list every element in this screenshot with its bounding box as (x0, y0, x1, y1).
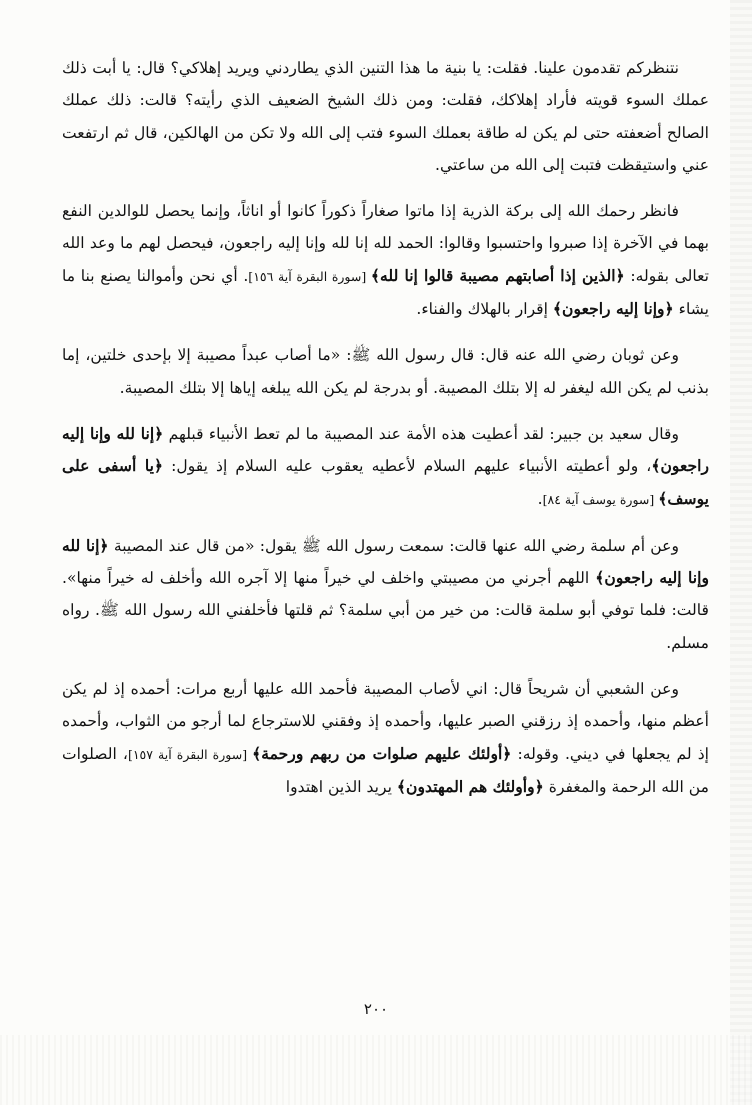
verse-reference: [سورة يوسف آية ٨٤] (542, 491, 659, 507)
text-run: وقال سعيد بن جبير: لقد أعطيت هذه الأمة عند المصيبة ما لم تعط الأنبياء قبلهم (163, 424, 679, 443)
page-body-text (62, 52, 709, 803)
paragraph (62, 673, 709, 803)
text-run: . أي نحن وأموالنا يصنع بنا ما يشاء (62, 266, 709, 319)
text-run: نتنظركم تقدمون علينا. فقلت: يا بنية ما هذا التنين الذي يطاردني ويريد إهلاكي؟ قال: يا أبت ذلك عملك السوء قويته فأراد إهلاكك، فقلت: ومن ذلك الشيخ الضعيف الذي رأيته؟ قالت: ذلك عملك الصالح أضعفته حتى لم يكن له طاقة بعملك السوء فتب إلى الله ولا تكن من الهالكين، قال ثم ارتفعت عني واستيقظت فتبت إلى الله من ساعتي. (62, 59, 709, 174)
text-run: يريد الذين اهتدوا (285, 777, 397, 796)
text-run: . (537, 489, 543, 508)
quran-quote: ﴿وأولئك هم المهتدون﴾ (396, 776, 544, 796)
text-run: وعن الشعبي أن شريحاً قال: اني لأصاب المصيبة فأحمد الله عليها أربع مرات: أحمده إذ لم يكن أعظم منها، وأحمده إذ رزقني الصبر عليها، وأحمده إذ وفقني للاسترجاع لما أرجو من الثواب، وأحمده إذ لم يجعلها في ديني. وقوله: (62, 680, 710, 763)
text-run: وعن ثوبان رضي الله عنه قال: قال رسول الله ﷺ: «ما أصاب عبداً مصيبة إلا بإحدى خلتين، إما بذنب لم يكن الله ليغفر له إلا بتلك المصيبة. أو بدرجة لم يكن الله يبلغه إياها إلا بتلك المصيبة. (62, 346, 709, 397)
text-run: اللهم أجرني من مصيبتي واخلف لي خيراً منها إلا آجره الله وأخلف له خيراً منها». قالت: فلما توفي أبو سلمة قالت: من خير من أبي سلمة؟ ثم قلتها فأخلفني الله رسول الله ﷺ. رواه مسلم. (62, 569, 709, 652)
text-run: ، ولو أعطيته الأنبياء عليهم السلام لأعطيه يعقوب عليه السلام إذ يقول: (163, 457, 652, 476)
page-number: ٢٠٠ (363, 1000, 389, 1018)
scan-edge-shading (730, 0, 752, 1105)
paragraph (62, 530, 709, 659)
paragraph (62, 52, 709, 181)
paragraph (62, 418, 709, 516)
text-run: ، الصلوات من الله الرحمة والمغفرة (62, 744, 709, 796)
quran-quote: ﴿أولئك عليهم صلوات من ربهم ورحمة﴾ (252, 743, 512, 763)
text-run: إقرار بالهلاك والفناء. (416, 300, 553, 319)
text-run: وعن أم سلمة رضي الله عنها قالت: سمعت رسول الله ﷺ يقول: «من قال عند المصيبة (108, 536, 679, 555)
text-run: فانظر رحمك الله إلى بركة الذرية إذا ماتوا صغاراً ذكوراً كانوا أو اناثاً، وإنما يحصل للوالدين النفع بهما في الآخرة إذا صبروا واحتسبوا وقالوا: الحمد لله إنا لله وإنا إليه راجعون، فيحصل لهم ما وعد الله تعالى بقوله: (62, 202, 709, 285)
quran-quote: ﴿الذين إذا أصابتهم مصيبة قالوا إنا لله﴾ (370, 265, 625, 285)
quran-quote: ﴿وإنا إليه راجعون﴾ (552, 299, 674, 319)
verse-reference: [سورة البقرة آية ١٥٧] (127, 746, 253, 762)
quran-quote: ﴿إنا لله وإنا إليه راجعون﴾ (62, 423, 709, 476)
quran-quote: ﴿إنا لله وإنا إليه راجعون﴾ (62, 535, 709, 588)
scan-bottom-shading (0, 1035, 752, 1105)
paragraph (62, 339, 709, 404)
paragraph (62, 195, 709, 325)
quran-quote: ﴿يا أسفى على يوسف﴾ (62, 456, 709, 508)
verse-reference: [سورة البقرة آية ١٥٦] (248, 268, 371, 284)
